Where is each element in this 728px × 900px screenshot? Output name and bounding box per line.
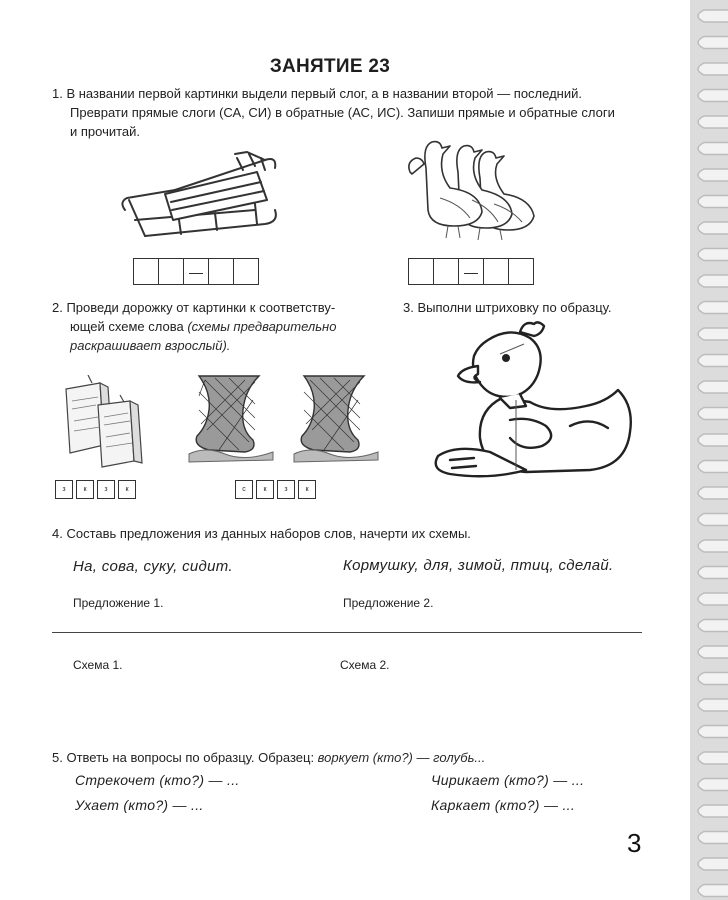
- binding-clip: [698, 673, 728, 685]
- task2-line2-plain: ющей схеме слова: [70, 319, 188, 334]
- binding-clip: [698, 116, 728, 128]
- grid-left-cell-5[interactable]: [233, 258, 259, 285]
- task2-line2: [70, 317, 336, 336]
- sled-image: [115, 140, 285, 248]
- grid-right-cell-5[interactable]: [508, 258, 534, 285]
- binding-clip: [698, 434, 728, 446]
- binding-clip: [698, 143, 728, 155]
- binding-clip: [698, 620, 728, 632]
- grid-left-cell-4[interactable]: [208, 258, 234, 285]
- binding-clip: [698, 461, 728, 473]
- scheme2-cell-1: с: [235, 480, 253, 499]
- task3-text: 3. Выполни штриховку по образцу.: [403, 300, 612, 315]
- task1-line2: Преврати прямые слоги (СА, СИ) в обратные (АС, ИС). Запиши прямые и обратные слоги: [70, 105, 615, 120]
- scheme-2-label: Схема 2.: [340, 658, 390, 672]
- binding-clip: [698, 169, 728, 181]
- binding-clip: [698, 832, 728, 844]
- boots-image-2: [290, 370, 385, 465]
- task1-line3: и прочитай.: [70, 124, 141, 139]
- task2-line2-italic: (схемы предварительно: [187, 319, 337, 334]
- task4-text: 4. Составь предложения из данных наборов слов, начерти их схемы.: [52, 526, 471, 541]
- word-scheme-1[interactable]: [55, 480, 139, 499]
- grid-right-cell-4[interactable]: [483, 258, 509, 285]
- word-set-2: Кормушку, для, зимой, птиц, сделай.: [343, 557, 614, 574]
- binding-clip: [698, 222, 728, 234]
- binding-clip: [698, 63, 728, 75]
- lesson-title: ЗАНЯТИЕ 23: [269, 56, 391, 77]
- sentence-1-label: Предложение 1.: [73, 596, 164, 610]
- binding-clip: [698, 567, 728, 579]
- binding-clip: [698, 196, 728, 208]
- binding-clip: [698, 593, 728, 605]
- duckling-outline-image[interactable]: [430, 320, 645, 480]
- word-set-1: На, сова, суку, сидит.: [73, 558, 233, 575]
- binding-clip: [698, 752, 728, 764]
- scheme1-cell-1: з: [55, 480, 73, 499]
- scheme2-cell-4: к: [298, 480, 316, 499]
- question-1: Стрекочет (кто?) — ...: [75, 772, 240, 788]
- binding-strip: [680, 0, 728, 900]
- binding-clip: [698, 646, 728, 658]
- syllable-grid-left: [133, 258, 259, 285]
- scheme1-cell-2: к: [76, 480, 94, 499]
- binding-clip: [698, 328, 728, 340]
- juice-box-image: [60, 375, 150, 470]
- binding-clip: [698, 885, 728, 897]
- task1-line1: 1. В названии первой картинки выдели первый слог, а в названии второй — последний.: [52, 86, 582, 101]
- word-scheme-2[interactable]: [235, 480, 319, 499]
- page-number: 3: [627, 828, 642, 858]
- binding-clip: [698, 355, 728, 367]
- binding-clip: [698, 726, 728, 738]
- binding-clip: [698, 514, 728, 526]
- binding-clip: [698, 487, 728, 499]
- grid-right-cell-2[interactable]: [433, 258, 459, 285]
- grid-right-cell-1[interactable]: [408, 258, 434, 285]
- binding-clip: [698, 302, 728, 314]
- binding-clip: [698, 249, 728, 261]
- binding-clip: [698, 10, 728, 22]
- grid-right-dash: —: [458, 258, 484, 285]
- task2-line3: раскрашивает взрослый).: [70, 338, 231, 353]
- scheme2-cell-3: з: [277, 480, 295, 499]
- question-3: Ухает (кто?) — ...: [75, 797, 204, 813]
- binding-clip: [698, 805, 728, 817]
- scheme2-cell-2: к: [256, 480, 274, 499]
- binding-clip: [698, 699, 728, 711]
- task5-text: [52, 748, 485, 767]
- question-4: Каркает (кто?) — ...: [431, 797, 576, 813]
- scheme1-cell-4: к: [118, 480, 136, 499]
- writing-line[interactable]: [52, 632, 642, 633]
- binding-clip: [698, 275, 728, 287]
- grid-left-cell-2[interactable]: [158, 258, 184, 285]
- binding-clip: [698, 37, 728, 49]
- boots-image-1: [185, 370, 280, 465]
- grid-left-dash: —: [183, 258, 209, 285]
- syllable-grid-right: [408, 258, 534, 285]
- geese-image: [400, 138, 540, 243]
- task2-line1: 2. Проведи дорожку от картинки к соответству-: [52, 300, 336, 315]
- task5-instruction: 5. Ответь на вопросы по образцу. Образец:: [52, 750, 318, 765]
- binding-clip: [698, 858, 728, 870]
- grid-left-cell-1[interactable]: [133, 258, 159, 285]
- scheme1-cell-3: з: [97, 480, 115, 499]
- task5-sample: воркует (кто?) — голубь...: [317, 750, 486, 765]
- scheme-1-label: Схема 1.: [73, 658, 123, 672]
- sentence-2-label: Предложение 2.: [343, 596, 434, 610]
- question-2: Чирикает (кто?) — ...: [431, 772, 585, 788]
- binding-clip: [698, 408, 728, 420]
- binding-clip: [698, 779, 728, 791]
- binding-clip: [698, 90, 728, 102]
- binding-clip: [698, 540, 728, 552]
- binding-clip: [698, 381, 728, 393]
